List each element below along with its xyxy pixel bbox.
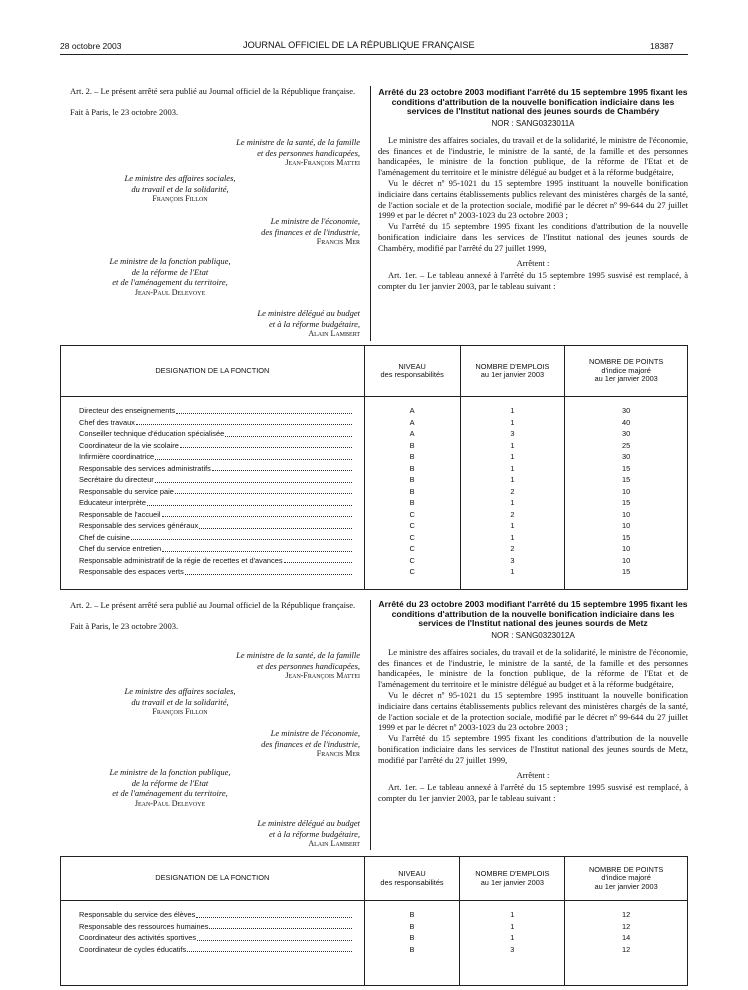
designation-text: Directeur des enseignements [79, 406, 176, 415]
signature-name: Alain Lambert [308, 839, 360, 848]
upper-signature-budget [140, 308, 360, 340]
lower-signature-economie [140, 728, 360, 760]
table-cell-niveau: B [409, 463, 415, 473]
table-body [61, 397, 688, 590]
col-header-emplois-sub: au 1er janvier 2003 [480, 370, 545, 379]
lower-art1: Art. 1er. – Le tableau annexé à l'arrêté du 15 septembre 1995 susvisé est remplacé, à compter du 1er janvier 2003, par le tableau suivant : [378, 782, 688, 804]
table-body [61, 901, 688, 986]
signature-title-line: et à la réforme budgétaire, [268, 318, 360, 329]
table-cell-points: 30 [622, 429, 631, 438]
table-cell-emplois: 1 [510, 498, 515, 507]
table-cell-points: 10 [622, 486, 631, 496]
table-row-designation [79, 909, 352, 921]
signature-name: Alain Lambert [308, 329, 360, 338]
table-header-row [61, 346, 688, 397]
col-header-designation: DESIGNATION DE LA FONCTION [61, 857, 365, 901]
col-header-points [565, 346, 688, 397]
header-page-number: 18387 [650, 41, 674, 51]
signature-name: Jean-Paul Delevoye [134, 287, 206, 297]
dot-leader [131, 532, 352, 541]
table-row-designation [79, 566, 352, 578]
table-row-designation [79, 463, 352, 475]
signature-title-line: et des personnes handicapées, [257, 660, 360, 671]
signature-title-line: Le ministre des affaires sociales, [124, 686, 236, 696]
lower-left-column [60, 600, 363, 632]
lower-nor: NOR : SANG0323012A [491, 630, 575, 640]
table-cell-emplois: 1 [510, 933, 515, 942]
table-cell-emplois: 2 [510, 544, 515, 553]
lower-column-divider [370, 600, 371, 850]
table-cell-niveau: B [409, 440, 415, 450]
col-header-emplois-title: NOMBRE D'EMPLOIS [475, 361, 550, 371]
table-cell-niveau: B [409, 944, 415, 954]
table-row-designation [79, 497, 352, 509]
table-cell-emplois: 1 [510, 417, 515, 427]
table-cell-emplois: 1 [510, 532, 515, 542]
signature-title-line: Le ministre de la fonction publique, [109, 767, 231, 777]
col-header-designation: DESIGNATION DE LA FONCTION [61, 346, 365, 397]
signature-name: François Fillon [152, 194, 208, 203]
signature-title-line: Le ministre de l'économie, [270, 216, 360, 226]
dot-leader [185, 566, 352, 575]
designation-text: Coordinateur de la vie scolaire [79, 440, 179, 450]
signature-title-line: Le ministre des affaires sociales, [124, 173, 236, 183]
col-header-niveau [364, 346, 460, 397]
signature-title-line: Le ministre de la santé, de la famille [236, 650, 360, 660]
designation-column [61, 901, 365, 986]
table-cell-niveau: A [409, 417, 415, 427]
table-cell-emplois: 1 [510, 910, 515, 919]
table-cell-niveau: C [409, 544, 415, 553]
emplois-column [460, 901, 565, 986]
signature-title-line: Le ministre de l'économie, [270, 728, 360, 738]
table-cell-emplois: 3 [510, 555, 515, 565]
col-header-points-sub: au 1er janvier 2003 [594, 881, 658, 891]
dot-leader [136, 417, 352, 426]
dot-leader [225, 428, 352, 437]
table-cell-points: 15 [622, 567, 631, 576]
upper-column-divider [370, 86, 371, 341]
table-cell-niveau: C [409, 532, 415, 542]
col-header-points-sub: d'indice majoré [601, 873, 651, 883]
header-rule [60, 54, 688, 55]
designation-text: Conseiller technique d'éducation spécialisée [79, 429, 225, 438]
lower-signature-affaires-sociales [80, 686, 280, 718]
table-row-designation [79, 921, 352, 933]
table-cell-points: 10 [622, 555, 631, 565]
table-cell-emplois: 3 [510, 944, 515, 954]
table-cell-points: 10 [622, 509, 631, 519]
dot-leader [196, 909, 351, 918]
dot-leader [187, 944, 351, 953]
dot-leader [147, 497, 352, 506]
signature-title-line: Le ministre délégué au budget [257, 818, 360, 828]
dot-leader [197, 932, 352, 941]
signature-title-line: du travail et de la solidarité, [131, 183, 229, 194]
dot-leader [162, 509, 352, 518]
table-row-designation [79, 520, 352, 532]
table-row-designation [79, 543, 352, 555]
dot-leader [180, 440, 352, 449]
lower-signature-sante [120, 650, 360, 682]
table-cell-emplois: 2 [510, 486, 515, 496]
table-row-designation [79, 944, 352, 956]
signature-name: Jean-François Mattei [285, 158, 360, 167]
col-header-points [565, 857, 688, 901]
table-cell-niveau: B [409, 933, 415, 942]
table-cell-niveau: B [409, 475, 415, 484]
lower-signature-budget [140, 818, 360, 850]
lower-para-vu-decret: Vu le décret nº 95-1021 du 15 septembre 1995 instituant la nouvelle bonification indiciaire dans certains établissements publics relevant des ministères chargés de la santé, de l'action sociale et de la protection sociale, modifié par le décret nº 99-644 du 27 juillet 1999 et par le décret nº 2003-1023 du 23 octobre 2003 ; [378, 689, 688, 733]
upper-nor: NOR : SANG0323011A [491, 118, 575, 128]
dot-leader [162, 543, 352, 552]
col-header-emplois [460, 346, 565, 397]
niveau-column [364, 901, 460, 986]
table-cell-niveau: C [409, 555, 415, 565]
table-cell-points: 10 [622, 521, 631, 530]
table-cell-niveau: C [409, 509, 415, 519]
table-cell-niveau: B [409, 498, 415, 507]
upper-right-column [378, 88, 688, 292]
signature-name: Francis Mer [316, 237, 360, 246]
designation-text: Responsable de l'accueil [79, 509, 161, 519]
table-cell-points: 15 [622, 475, 631, 484]
designation-text: Secrétaire du directeur [79, 475, 154, 484]
designation-text: Educateur interprète [79, 498, 146, 507]
designation-text: Chef de cuisine [79, 532, 130, 542]
dot-leader [176, 405, 352, 414]
col-header-emplois-sub: au 1er janvier 2003 [480, 877, 544, 887]
table-cell-points: 14 [622, 933, 631, 942]
signature-name: Francis Mer [316, 749, 360, 758]
table-cell-niveau: A [409, 429, 415, 438]
dot-leader [209, 921, 351, 930]
upper-art2: Art. 2. – Le présent arrêté sera publié au Journal officiel de la République française. [70, 86, 356, 96]
designation-text: Coordinateur de cycles éducatifs [79, 944, 187, 954]
signature-name: Jean-François Mattei [285, 671, 360, 680]
table-row-designation [79, 405, 352, 417]
points-column [565, 901, 688, 986]
col-header-emplois-title: NOMBRE D'EMPLOIS [475, 869, 550, 878]
lower-art2: Art. 2. – Le présent arrêté sera publié au Journal officiel de la République française. [70, 600, 356, 610]
table-cell-niveau: B [409, 910, 415, 919]
table-cell-emplois: 1 [510, 463, 515, 473]
upper-signature-economie [140, 216, 360, 248]
dot-leader [199, 520, 352, 529]
designation-text: Responsable des ressources humaines [79, 921, 209, 931]
table-row-designation [79, 555, 352, 567]
designation-text: Coordinateur des activités sportives [79, 933, 197, 942]
table-row-designation [79, 474, 352, 486]
designation-text: Chef du service entretien [79, 544, 162, 553]
col-header-points-title: NOMBRE DE POINTS [588, 864, 664, 874]
dot-leader [212, 463, 352, 472]
upper-signature-affaires-sociales [80, 173, 280, 205]
signature-name: François Fillon [152, 707, 208, 716]
table-cell-points: 10 [622, 544, 631, 553]
signature-title-line: et de l'aménagement du territoire, [112, 277, 228, 287]
col-header-niveau-sub: des responsabilités [380, 370, 444, 379]
upper-signature-fonction-publique [80, 256, 260, 298]
header-journal-title: JOURNAL OFFICIEL DE LA RÉPUBLIQUE FRANÇAISE [243, 40, 475, 50]
table-cell-points: 30 [622, 406, 631, 415]
col-header-points-sub: au 1er janvier 2003 [594, 374, 658, 384]
dot-leader [155, 474, 352, 483]
header-date: 28 octobre 2003 [60, 41, 122, 51]
signature-title-line: de la réforme de l'Etat [131, 777, 209, 788]
lower-nbi-table [60, 856, 688, 986]
table-cell-points: 15 [622, 463, 631, 473]
emplois-column [460, 397, 565, 590]
table-cell-niveau: B [409, 452, 415, 461]
upper-left-column [60, 86, 363, 118]
table-cell-emplois: 1 [510, 475, 515, 484]
table-row-designation [79, 932, 352, 944]
lower-fait: Fait à Paris, le 23 octobre 2003. [70, 620, 179, 631]
table-cell-points: 25 [622, 440, 631, 450]
signature-title-line: Le ministre de la fonction publique, [109, 256, 231, 266]
designation-text: Responsable des services administratifs [79, 463, 211, 473]
designation-column [61, 397, 365, 590]
table-cell-points: 40 [622, 417, 631, 427]
table-cell-niveau: B [409, 486, 415, 496]
dot-leader [175, 486, 352, 495]
niveau-column [364, 397, 460, 590]
col-header-niveau-title: NIVEAU [398, 361, 426, 371]
col-header-points-sub: d'indice majoré [601, 365, 651, 375]
signature-title-line: Le ministre de la santé, de la famille [236, 137, 360, 147]
table-cell-niveau: A [409, 406, 415, 415]
table-row-designation [79, 486, 352, 498]
table-cell-points: 15 [622, 532, 631, 542]
table-row-designation [79, 451, 352, 463]
table-row-designation [79, 440, 352, 452]
table-cell-emplois: 2 [510, 509, 515, 519]
upper-nbi-table [60, 345, 688, 590]
designation-text: Responsable des services généraux [79, 521, 199, 530]
signature-title-line: de la réforme de l'Etat [131, 266, 209, 277]
table-cell-emplois: 1 [510, 567, 515, 576]
signature-title-line: des finances et de l'industrie, [261, 226, 360, 237]
upper-art1: Art. 1er. – Le tableau annexé à l'arrêté du 15 septembre 1995 susvisé est remplacé, à compter du 1er janvier 2003, par le tableau suivant : [378, 270, 688, 292]
lower-signature-fonction-publique [80, 767, 260, 809]
upper-arrete-title: Arrêté du 23 octobre 2003 modifiant l'arrêté du 15 septembre 1995 fixant les conditions d'attribution de la nouvelle bonification indiciaire dans les services de l'Institut national des jeunes sourds de Chambéry [378, 87, 688, 117]
col-header-niveau-title: NIVEAU [398, 869, 426, 878]
dot-leader [284, 555, 352, 564]
table-row-designation [79, 417, 352, 429]
signature-title-line: et à la réforme budgétaire, [268, 828, 360, 839]
table-cell-points: 12 [622, 910, 631, 919]
table-cell-emplois: 3 [510, 429, 515, 438]
table-cell-points: 12 [622, 944, 631, 954]
lower-para-vu-arrete: Vu l'arrêté du 15 septembre 1995 fixant les conditions d'attribution de la nouvelle bonification indiciaire dans les services de l'Institut national des jeunes sourds de Metz, modifié par l'arrêté du 27 juillet 1999, [378, 733, 688, 765]
table-cell-emplois: 1 [510, 440, 515, 450]
table-row-designation [79, 509, 352, 521]
table-cell-niveau: C [409, 521, 415, 530]
col-header-niveau-sub: des responsabilités [380, 877, 444, 887]
designation-text: Responsable du service paie [79, 486, 174, 496]
table-cell-points: 15 [622, 498, 631, 507]
designation-text: Responsable administratif de la régie de recettes et d'avances [79, 555, 283, 565]
col-header-emplois [460, 857, 565, 901]
table-row-designation [79, 532, 352, 544]
upper-para-vu-decret: Vu le décret nº 95-1021 du 15 septembre 1995 instituant la nouvelle bonification indiciaire dans certains établissements publics relevant des ministères chargés de la santé, de l'action sociale et de la protection sociale, modifié par le décret nº 99-644 du 27 juillet 1999 et par le décret nº 2003-1023 du 23 octobre 2003 ; [378, 177, 688, 221]
col-header-niveau [364, 857, 460, 901]
signature-title-line: et de l'aménagement du territoire, [112, 788, 228, 798]
table-cell-emplois: 1 [510, 452, 515, 461]
table-cell-niveau: B [409, 921, 415, 931]
table-cell-points: 12 [622, 921, 631, 931]
points-column [565, 397, 688, 590]
signature-name: Jean-Paul Delevoye [134, 798, 206, 808]
table-cell-points: 30 [622, 452, 631, 461]
lower-arretent: Arrêtent : [516, 769, 550, 780]
signature-title-line: Le ministre délégué au budget [257, 308, 360, 318]
signature-title-line: des finances et de l'industrie, [261, 738, 360, 749]
upper-para-vu-arrete: Vu l'arrêté du 15 septembre 1995 fixant les conditions d'attribution de la nouvelle bonification indiciaire dans les services de l'Institut national des jeunes sourds de Chambéry, modifié par l'arrêté du 27 juillet 1999, [378, 221, 688, 253]
upper-para-ministres: Le ministre des affaires sociales, du travail et de la solidarité, le ministre de l'économie, des finances et de l'industrie, le ministre de la santé, de la famille et des personnes handicapées, le ministre de la fonction publique, de la réforme de l'Etat et de l'aménagement du territoire et le ministre délégué au budget et à la réforme budgétaire, [378, 134, 688, 178]
upper-arretent: Arrêtent : [516, 257, 550, 268]
upper-fait: Fait à Paris, le 23 octobre 2003. [70, 106, 179, 117]
dot-leader [155, 451, 352, 460]
designation-text: Infirmière coordinatrice [79, 452, 155, 461]
designation-text: Responsable des espaces verts [79, 567, 184, 576]
designation-text: Responsable du service des élèves [79, 910, 196, 919]
table-header-row [61, 857, 688, 901]
signature-title-line: et des personnes handicapées, [257, 147, 360, 158]
table-cell-niveau: C [409, 567, 415, 576]
lower-para-ministres: Le ministre des affaires sociales, du travail et de la solidarité, le ministre de l'économie, des finances et de l'industrie, le ministre de la santé, de la famille et des personnes handicapées, le ministre de la fonction publique, de la réforme de l'Etat et de l'aménagement du territoire et le ministre délégué au budget et à la réforme budgétaire, [378, 646, 688, 690]
table-row-designation [79, 428, 352, 440]
lower-right-column [378, 600, 688, 804]
table-cell-emplois: 1 [510, 921, 515, 931]
lower-arrete-title: Arrêté du 23 octobre 2003 modifiant l'arrêté du 15 septembre 1995 fixant les conditions d'attribution de la nouvelle bonification indiciaire dans les services de l'Institut national des jeunes sourds de Metz [378, 599, 688, 629]
signature-title-line: du travail et de la solidarité, [131, 696, 229, 707]
designation-text: Chef des travaux [79, 417, 135, 427]
col-header-points-title: NOMBRE DE POINTS [588, 357, 664, 367]
table-cell-emplois: 1 [510, 521, 515, 530]
upper-signature-sante [120, 137, 360, 169]
table-cell-emplois: 1 [510, 406, 515, 415]
